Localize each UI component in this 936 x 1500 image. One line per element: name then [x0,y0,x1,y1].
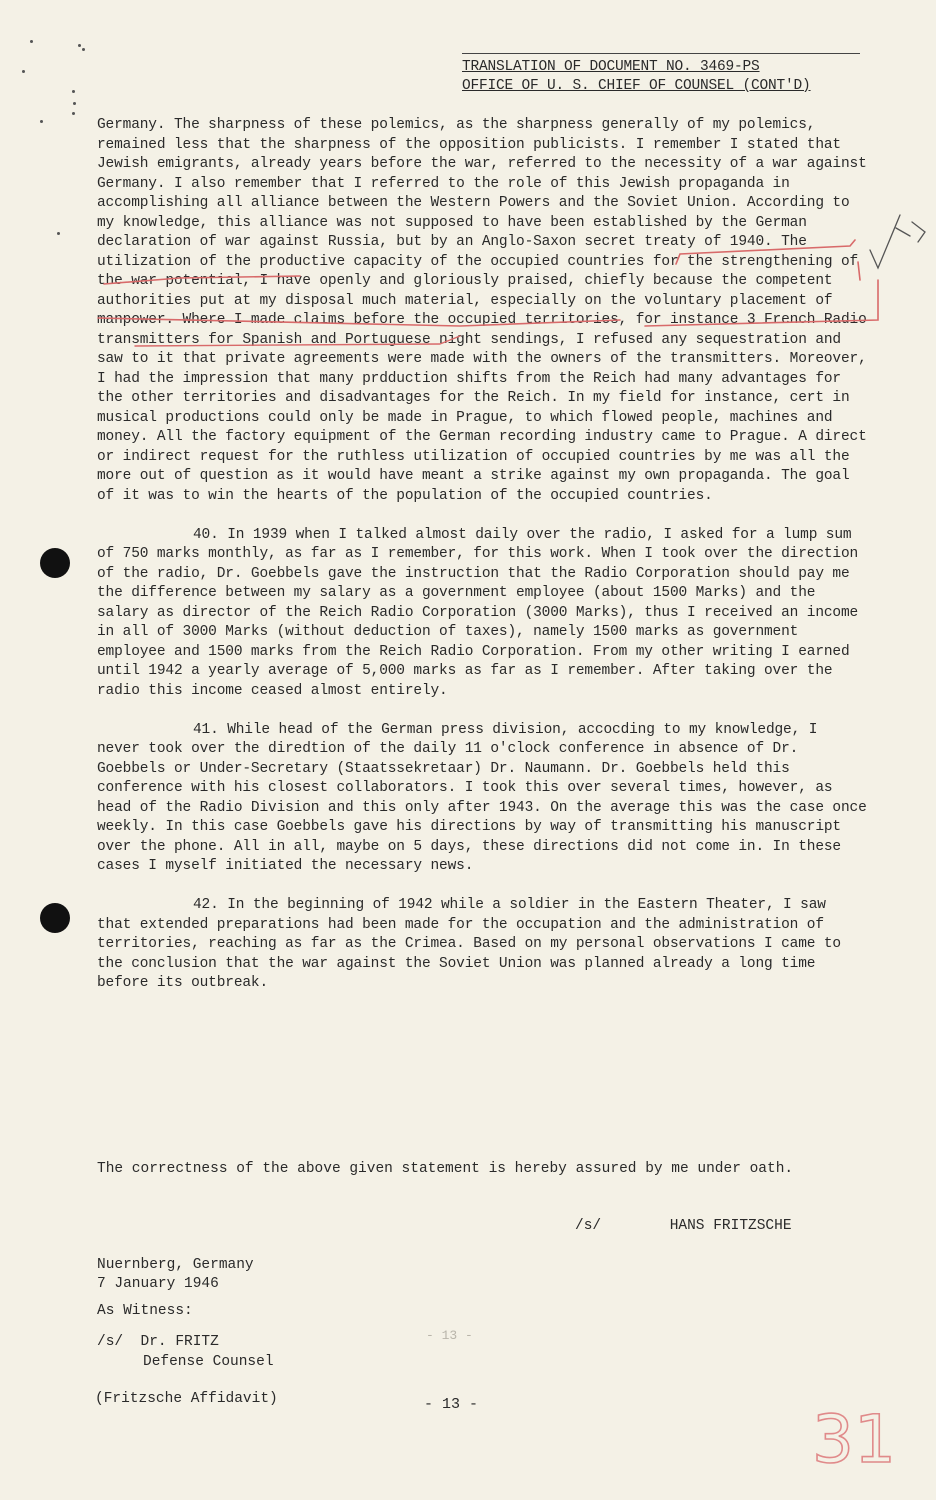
signature-mark: /s/ [575,1218,602,1234]
oath-statement: The correctness of the above given statement is hereby assured by me under oath. [97,1161,794,1177]
paragraph-41: 41. While head of the German press division, accocding to my knowledge, I never took over the diredtion of the daily 11 o'clock conference in absence of Dr. Goebbels or Under-Secretary (Staatssekretaar) Dr. Naumann. Dr. Goebbels held this conference with his closest collaborators. I took this over several times, however, as head of the Radio Division and this only after 1943. On the average this was the case once weekly. In this case Goebbels gave his directions by way of transmitting his manuscript over the phone. All in all, maybe on 5 days, these directions did not come in. In these cases I myself initiated the necessary news. [97,721,876,874]
paragraph-40: 40. In 1939 when I talked almost daily over the radio, I asked for a lump sum of 750 marks monthly, as far as I remember, for this work. When I took over the direction of the radio, Dr. Goebbels gave the instruction that the Radio Corporation should pay me the difference between my salary as a government employee (about 1500 Marks) and the salary as director of the Reich Radio Corporation (3000 Marks), thus I received an income in all of 3000 Marks (without deduction of taxes), namely 1500 marks as government employee and 1500 marks from the Reich Radio Corporation. From my other writing I earned until 1942 a yearly average of 5,000 marks as far as I remember. After taking over the radio this income ceased almost entirely. [97,526,867,699]
paragraph-39-continued: Germany. The sharpness of these polemics, as the sharpness generally of my polemics, remained less that the sharpness of the opposition publicists. I remember I stated that Jewish emigrants, already years before the war, referred to the necessity of a war against Germany. I also remember that I referred to the role of this Jewish propaganda in accomplishing all alliance between the Western Powers and the Soviet Union. According to my knowledge, this alliance was not supposed to have been established by the German declaration of war against Russia, but by an Anglo-Saxon secret treaty of 1940. The utilization of the productive capacity of the occupied countries for the strengthening of the war potential, I have openly and gloriously praised, chiefly because the competent authorities put at my disposal much material, especially on the voluntary placement of manpower. Where I made claims before the occupied territories, for instance 3 French Radio transmitters for Spanish and Portuguese night sendings, I refused any sequestration and saw to it that private agreements were made with the owners of the transmitters. Moreover, I had the impression that many prdduction shifts from the Reich had many advantages for the other territories and disadvantages for the Reich. In my field for instance, cert in musical productions could only be made in Prague, to which flowed people, machines and money. All the factory equipment of the German recording industry came to Prague. A direct or indirect request for the ruthless utilization of occupied countries by me was all the more out of question as it would have meant a strike against my own propaganda. The goal of it was to win the hearts of the population of the occupied countries. [97,117,876,504]
place: Nuernberg, Germany [97,1257,254,1273]
witness-role: Defense Counsel [143,1353,274,1370]
paragraph-42: 42. In the beginning of 1942 while a soldier in the Eastern Theater, I saw that extended preparations had been made for the occupation and the administration of territories, reaching as far as the Crimea. Based on my personal observations I came to the conclusion that the war against the Soviet Union was planned already a long time before its outbreak. [97,897,850,991]
handwritten-folio-number: 31 [812,1401,896,1478]
signatory-name: HANS FRITZSCHE [669,1218,792,1234]
witness-mark: /s/ [97,1334,124,1350]
affidavit-note: (Fritzsche Affidavit) [95,1391,278,1407]
witness-name: Dr. FRITZ [140,1334,219,1350]
red-pencil-bracket [98,240,878,326]
header-translation-line: TRANSLATION OF DOCUMENT NO. 3469-PS [462,59,760,75]
margin-check-mark [870,215,925,268]
faint-page-number: - 13 - [426,1328,473,1343]
page-number: - 13 - [424,1396,479,1413]
date: 7 January 1946 [97,1276,219,1292]
witness-label: As Witness: [97,1303,193,1319]
header-office-line: OFFICE OF U. S. CHIEF OF COUNSEL (CONT'D) [462,78,811,94]
red-pencil-underline [135,336,460,346]
